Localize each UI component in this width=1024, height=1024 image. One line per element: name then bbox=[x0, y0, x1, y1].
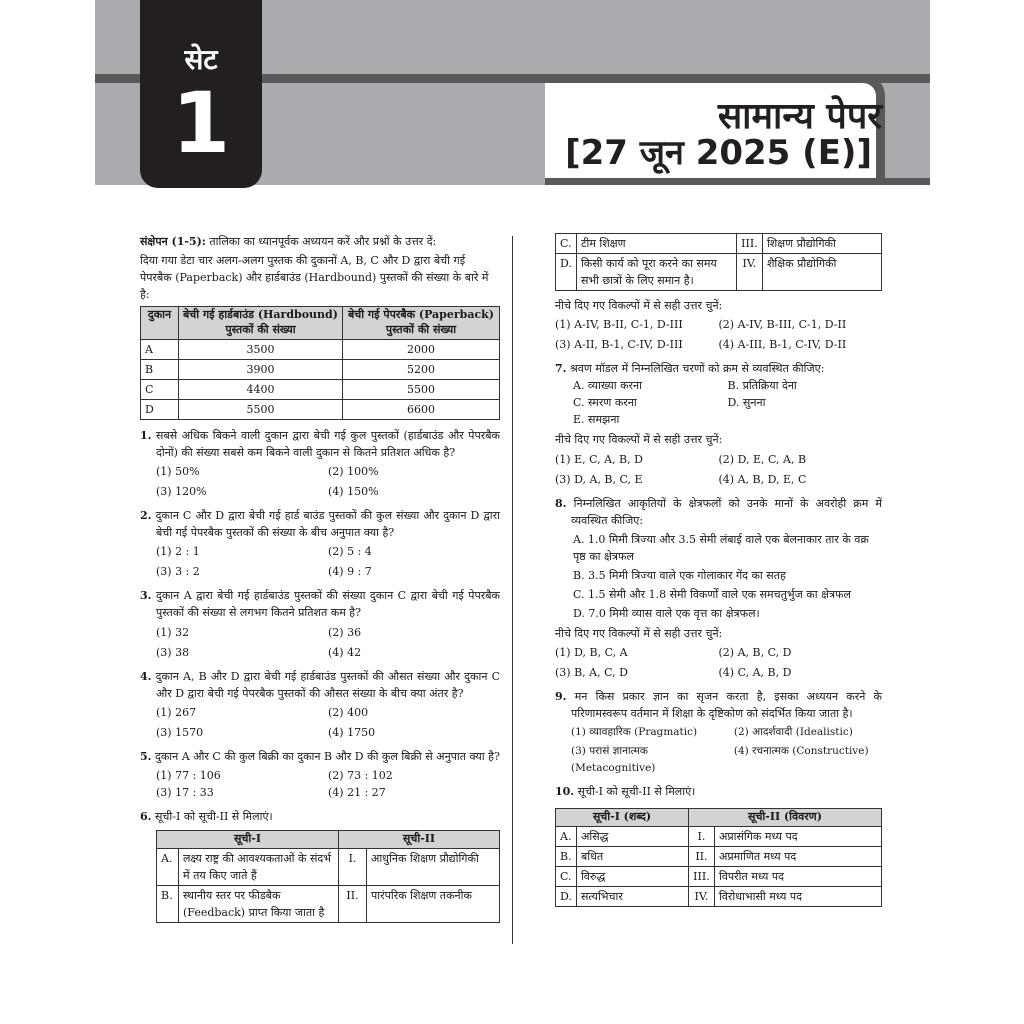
items bbox=[555, 377, 882, 428]
table-cell: C bbox=[141, 379, 179, 399]
table-row bbox=[556, 234, 882, 254]
table-cell: किसी कार्य को पूरा करने का समय सभी छात्रों के लिए समान है। bbox=[576, 254, 736, 291]
table-cell: विरुद्ध bbox=[576, 866, 688, 886]
options bbox=[555, 316, 882, 353]
title-underline bbox=[545, 178, 930, 185]
table-row bbox=[556, 866, 882, 886]
list-item: A. 1.0 मिमी त्रिज्या और 3.5 सेमी लंबाई वाले एक बेलनाकार तार के वक्र पृष्ठ का क्षेत्रफल bbox=[573, 532, 869, 563]
option: (2) 73 : 102 bbox=[328, 768, 393, 782]
options-prompt: नीचे दिए गए विकल्पों में से सही उत्तर चुनें: bbox=[555, 433, 723, 447]
table-cell: I. bbox=[688, 826, 714, 846]
question-text bbox=[140, 668, 500, 702]
question-number: 1. bbox=[140, 429, 152, 443]
option: (4) 42 bbox=[328, 645, 362, 659]
option: (4) 9 : 7 bbox=[328, 565, 372, 579]
options bbox=[555, 724, 882, 776]
question-7 bbox=[555, 360, 882, 487]
option: (3) B, A, C, D bbox=[555, 666, 628, 680]
table-row bbox=[157, 885, 500, 922]
option: (4) रचनात्मक (Constructive) bbox=[733, 745, 869, 758]
list-item: D. 7.0 मिमी व्यास वाले एक वृत्त का क्षेत्रफल। bbox=[573, 606, 760, 620]
table-header: बेची गई हार्डबाउंड (Hardbound) पुस्तकों की संख्या bbox=[179, 307, 343, 340]
question-body: दुकान C और D द्वारा बेची गई हार्ड बाउंड पुस्तकों की कुल संख्या और दुकान D द्वारा बेची गई पेपरबैक पुस्तकों की संख्या के बीच अनुपात क्या है? bbox=[155, 509, 500, 540]
table-cell: विपरीत मध्य पद bbox=[714, 866, 881, 886]
table-cell: A. bbox=[157, 848, 179, 885]
table-cell: III. bbox=[736, 234, 762, 254]
question-body: दुकान A और C की कुल बिक्री का दुकान B और D की कुल बिक्री से अनुपात क्या है? bbox=[154, 749, 500, 763]
intro-heading: संक्षेपन (1-5): bbox=[140, 235, 206, 248]
question-body: सूची-I को सूची-II से मिलाएं। bbox=[577, 784, 696, 798]
table-header: सूची-II (विवरण) bbox=[688, 809, 881, 827]
option: (2) 5 : 4 bbox=[328, 545, 372, 559]
option: (1) A-IV, B-II, C-1, D-III bbox=[555, 318, 683, 332]
table-row bbox=[556, 846, 882, 866]
option: (4) 1750 bbox=[328, 725, 376, 739]
option: (2) 100% bbox=[328, 465, 379, 479]
question-3 bbox=[140, 587, 500, 660]
table-cell: 5500 bbox=[179, 400, 343, 420]
option: (1) 267 bbox=[156, 705, 197, 719]
table-cell: B bbox=[141, 359, 179, 379]
option: (1) 77 : 106 bbox=[156, 768, 221, 782]
table-cell: अप्रासंगिक मध्य पद bbox=[714, 826, 881, 846]
table-cell: लक्ष्य राष्ट्र की आवश्यकताओं के संदर्भ में तय किए जाते हैं bbox=[179, 848, 339, 885]
table-header: सूची-I (शब्द) bbox=[556, 809, 689, 827]
option: (3) परासं ज्ञानात्मक (Metacognitive) bbox=[571, 745, 656, 774]
option: (3) A-II, B-1, C-IV, D-III bbox=[555, 338, 683, 352]
table-cell: पारंपरिक शिक्षण तकनीक bbox=[367, 885, 500, 922]
option: (1) 2 : 1 bbox=[156, 545, 200, 559]
column-divider bbox=[512, 236, 513, 944]
option: (2) A, B, C, D bbox=[718, 645, 792, 659]
table-cell: अप्रमाणित मध्य पद bbox=[714, 846, 881, 866]
option: (3) 1570 bbox=[156, 725, 204, 739]
right-column bbox=[555, 233, 882, 913]
match-table-q10 bbox=[555, 808, 882, 907]
paper-title: सामान्य पेपर bbox=[717, 96, 882, 137]
question-body: मन किस प्रकार ज्ञान का सृजन करता है, इसका अध्ययन करने के परिणामस्वरूप वर्तमान में शिक्षा के दृष्टिकोण को संदर्भित किया जाता है। bbox=[571, 690, 882, 721]
question-text bbox=[140, 507, 500, 541]
question-text bbox=[140, 748, 500, 765]
question-number: 10. bbox=[555, 784, 575, 798]
table-cell: A. bbox=[556, 826, 577, 846]
left-column bbox=[140, 233, 500, 923]
match-table-q6-continued bbox=[555, 233, 882, 291]
table-cell: बधित bbox=[576, 846, 688, 866]
options bbox=[555, 644, 882, 681]
question-4 bbox=[140, 668, 500, 741]
question-text bbox=[555, 783, 882, 800]
table-row bbox=[556, 826, 882, 846]
question-text bbox=[555, 360, 882, 377]
options-prompt: नीचे दिए गए विकल्पों में से सही उत्तर चुनें: bbox=[555, 299, 723, 313]
table-cell: A bbox=[141, 339, 179, 359]
table-cell: 4400 bbox=[179, 379, 343, 399]
option: (4) 150% bbox=[328, 485, 379, 499]
items bbox=[555, 531, 882, 622]
table-cell: IV. bbox=[736, 254, 762, 291]
option: (3) 3 : 2 bbox=[156, 565, 200, 579]
question-1 bbox=[140, 427, 500, 500]
question-number: 8. bbox=[555, 496, 567, 510]
table-cell: C. bbox=[556, 234, 577, 254]
question-2 bbox=[140, 507, 500, 580]
question-body: निम्नलिखित आकृतियों के क्षेत्रफलों को उनके मानों के अवरोही क्रम में व्यवस्थित कीजिए: bbox=[571, 496, 883, 527]
option: (2) 36 bbox=[328, 625, 362, 639]
option: (3) 120% bbox=[156, 485, 207, 499]
options bbox=[140, 704, 500, 741]
question-text bbox=[140, 587, 500, 621]
question-text bbox=[140, 808, 500, 825]
options-prompt: नीचे दिए गए विकल्पों में से सही उत्तर चुनें: bbox=[555, 626, 723, 640]
question-10 bbox=[555, 783, 882, 907]
set-tab bbox=[140, 0, 262, 188]
table-cell: 6600 bbox=[342, 400, 499, 420]
options bbox=[140, 767, 500, 801]
table-row bbox=[556, 887, 882, 907]
table-header: दुकान bbox=[141, 307, 179, 340]
table-cell: 3500 bbox=[179, 339, 343, 359]
table-cell: II. bbox=[339, 885, 367, 922]
option: (2) आदर्शवादी (Idealistic) bbox=[733, 726, 853, 739]
table-cell: सत्यभिचार bbox=[576, 887, 688, 907]
question-number: 9. bbox=[555, 690, 567, 704]
option: (3) 38 bbox=[156, 645, 190, 659]
intro-instruction bbox=[140, 233, 500, 250]
question-body: दुकान A द्वारा बेची गई हार्डबाउंड पुस्तकों की संख्या दुकान C द्वारा बेची गई पेपरबैक पुस्तकों की संख्या से लगभग कितने प्रतिशत कम है? bbox=[155, 589, 501, 620]
intro-instruction-text: तालिका का ध्यानपूर्वक अध्ययन करें और प्रश्नों के उत्तर दें: bbox=[205, 235, 437, 248]
question-body: श्रवण मॉडल में निम्नलिखित चरणों को क्रम से व्यवस्थित कीजिए: bbox=[569, 362, 825, 376]
question-number: 5. bbox=[140, 749, 152, 763]
question-number: 7. bbox=[555, 362, 567, 376]
option: (1) 32 bbox=[156, 625, 190, 639]
table-row bbox=[556, 254, 882, 291]
intro-description: दिया गया डेटा चार अलग-अलग पुस्तक की दुकानों A, B, C और D द्वारा बेची गई पेपरबैक (Paperback) और हार्डबाउंड (Hardbound) पुस्तकों की संख्या के बारे में है: bbox=[140, 254, 489, 302]
question-text bbox=[140, 427, 500, 461]
table-row bbox=[141, 400, 500, 420]
question-body: दुकान A, B और D द्वारा बेची गई हार्डबाउंड पुस्तकों की औसत संख्या और दुकान C और D द्वारा बेची गई पेपरबैक पुस्तकों की औसत संख्या के बीच क्या अंतर है? bbox=[155, 669, 500, 700]
table-cell: शैक्षिक प्रौद्योगिकी bbox=[762, 254, 881, 291]
question-6 bbox=[140, 808, 500, 923]
option: (4) A, B, D, E, C bbox=[718, 472, 807, 486]
option: (2) 400 bbox=[328, 705, 369, 719]
question-text bbox=[555, 495, 882, 529]
table-cell: III. bbox=[688, 866, 714, 886]
table-row bbox=[157, 848, 500, 885]
paper-date: [27 जून 2025 (E)] bbox=[565, 133, 872, 173]
table-cell: C. bbox=[556, 866, 577, 886]
table-cell: स्थानीय स्तर पर फीडबैक (Feedback) प्राप्त किया जाता है bbox=[179, 885, 339, 922]
list-item: C. 1.5 सेमी और 1.8 सेमी विकर्णों वाले एक समचतुर्भुज का क्षेत्रफल bbox=[573, 587, 851, 601]
option: (2) D, E, C, A, B bbox=[718, 452, 807, 466]
table-cell: 2000 bbox=[342, 339, 499, 359]
table-cell: D. bbox=[556, 254, 577, 291]
option: (1) E, C, A, B, D bbox=[555, 452, 643, 466]
question-number: 3. bbox=[140, 589, 152, 603]
list-item: E. समझना bbox=[573, 413, 620, 427]
question-text bbox=[555, 688, 882, 722]
table-row bbox=[141, 359, 500, 379]
table-cell: IV. bbox=[688, 887, 714, 907]
list-item: B. 3.5 मिमी त्रिज्या वाले एक गोलाकार गेंद का सतह bbox=[573, 568, 786, 582]
table-cell: 3900 bbox=[179, 359, 343, 379]
list-item: B. प्रतिक्रिया देना bbox=[727, 379, 797, 393]
option: (4) A-III, B-1, C-IV, D-II bbox=[718, 338, 847, 352]
option: (4) 21 : 27 bbox=[328, 785, 386, 799]
question-body: सबसे अधिक बिकने वाली दुकान द्वारा बेची गई कुल पुस्तकों (हार्डबाउंड और पेपरबैक दोनों) की संख्या सबसे कम बिकने वाली दुकान से कितने प्रतिशत अधिक है? bbox=[156, 429, 500, 460]
table-header-row bbox=[141, 307, 500, 340]
table-header-row bbox=[556, 809, 882, 827]
option: (3) 17 : 33 bbox=[156, 785, 214, 799]
table-header: बेची गई पेपरबैक (Paperback) पुस्तकों की संख्या bbox=[342, 307, 499, 340]
table-cell: B. bbox=[157, 885, 179, 922]
options bbox=[140, 463, 500, 500]
list-item: D. सुनना bbox=[727, 396, 766, 410]
options bbox=[140, 624, 500, 661]
table-header: सूची-I bbox=[157, 831, 339, 849]
table-cell: D. bbox=[556, 887, 577, 907]
options bbox=[555, 451, 882, 488]
match-table-q6 bbox=[156, 830, 500, 923]
option: (1) व्यावहारिक (Pragmatic) bbox=[571, 726, 698, 739]
question-5 bbox=[140, 748, 500, 801]
table-cell: I. bbox=[339, 848, 367, 885]
table-header-row bbox=[157, 831, 500, 849]
table-cell: 5500 bbox=[342, 379, 499, 399]
option: (1) D, B, C, A bbox=[555, 645, 628, 659]
table-cell: विरोधाभासी मध्य पद bbox=[714, 887, 881, 907]
set-label: सेट bbox=[184, 43, 218, 76]
option: (2) A-IV, B-III, C-1, D-II bbox=[718, 318, 847, 332]
table-row bbox=[141, 379, 500, 399]
table-cell: टीम शिक्षण bbox=[576, 234, 736, 254]
set-number: 1 bbox=[171, 74, 231, 172]
question-number: 4. bbox=[140, 669, 152, 683]
question-number: 2. bbox=[140, 509, 152, 523]
table-cell: 5200 bbox=[342, 359, 499, 379]
question-number: 6. bbox=[140, 809, 152, 823]
option: (4) C, A, B, D bbox=[718, 666, 792, 680]
table-cell: आधुनिक शिक्षण प्रौद्योगिकी bbox=[367, 848, 500, 885]
question-8 bbox=[555, 495, 882, 681]
sales-table bbox=[140, 306, 500, 420]
table-cell: II. bbox=[688, 846, 714, 866]
options bbox=[140, 543, 500, 580]
option: (3) D, A, B, C, E bbox=[555, 472, 643, 486]
question-9 bbox=[555, 688, 882, 776]
table-cell: असिद्ध bbox=[576, 826, 688, 846]
table-cell: शिक्षण प्रौद्योगिकी bbox=[762, 234, 881, 254]
table-cell: B. bbox=[556, 846, 577, 866]
table-cell: D bbox=[141, 400, 179, 420]
table-row bbox=[141, 339, 500, 359]
table-header: सूची-II bbox=[339, 831, 500, 849]
list-item: C. स्मरण करना bbox=[573, 396, 637, 410]
list-item: A. व्याख्या करना bbox=[573, 379, 642, 393]
question-body: सूची-I को सूची-II से मिलाएं। bbox=[154, 809, 273, 823]
option: (1) 50% bbox=[156, 465, 200, 479]
